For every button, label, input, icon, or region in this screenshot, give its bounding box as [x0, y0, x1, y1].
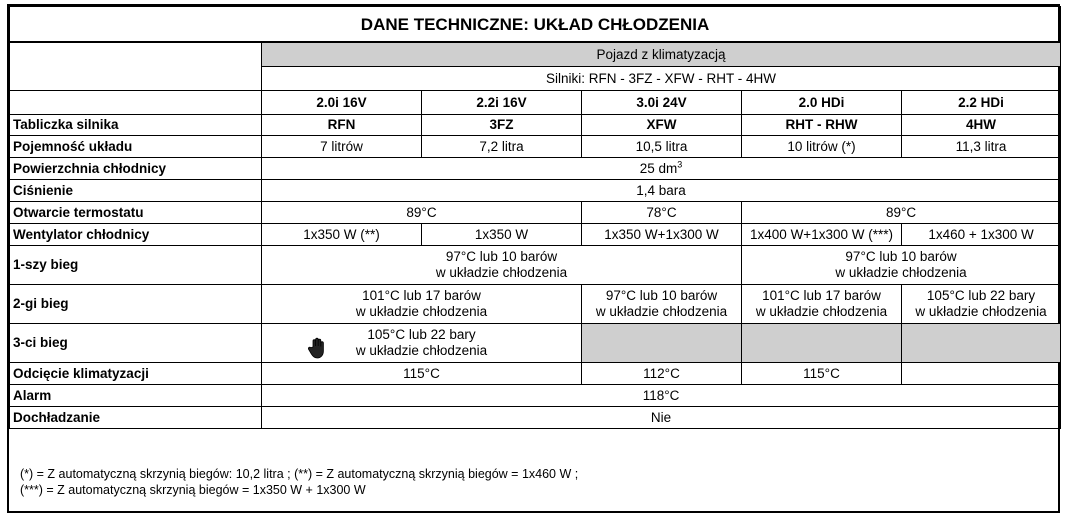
- table-cell: 89°C: [262, 201, 582, 223]
- technical-sheet: [7, 4, 1060, 513]
- table-cell: [262, 157, 1061, 179]
- row-label: Alarm: [10, 384, 262, 406]
- cell-line: 101°C lub 17 barów: [762, 287, 881, 303]
- header-blank: [10, 42, 262, 90]
- table-cell: 1x350 W: [422, 223, 582, 245]
- table-cell: 10 litrów (*): [742, 135, 902, 157]
- row-label: Powierzchnia chłodnicy: [10, 157, 262, 179]
- table-cell: 3FZ: [422, 114, 582, 135]
- table-cell-empty: [742, 323, 902, 362]
- footnotes: [20, 466, 578, 498]
- column-header: 2.2 HDi: [902, 90, 1061, 114]
- footnote-line: (*) = Z automatyczną skrzynią biegów: 10,2 litra ; (**) = Z automatyczną skrzynią biegów = 1x460 W ;: [20, 467, 579, 481]
- table-cell: 1x350 W+1x300 W: [582, 223, 742, 245]
- table-cell: 7 litrów: [262, 135, 422, 157]
- cell-line: 101°C lub 17 barów: [362, 287, 481, 303]
- vehicle-header: Pojazd z klimatyzacją: [262, 42, 1061, 66]
- column-header: 2.2i 16V: [422, 90, 582, 114]
- table-cell: 7,2 litra: [422, 135, 582, 157]
- cell-line: w układzie chłodzenia: [835, 264, 967, 280]
- table-cell: 1x350 W (**): [262, 223, 422, 245]
- table-cell-empty: [582, 323, 742, 362]
- column-header: 2.0 HDi: [742, 90, 902, 114]
- row-label: Pojemność układu: [10, 135, 262, 157]
- row-label: Tabliczka silnika: [10, 114, 262, 135]
- cell-line: 105°C lub 22 bary: [367, 326, 476, 342]
- row-label: Ciśnienie: [10, 179, 262, 201]
- page-title: DANE TECHNICZNE: UKŁAD CHŁODZENIA: [10, 7, 1061, 43]
- table-cell: [262, 245, 742, 284]
- engines-header: Silniki: RFN - 3FZ - XFW - RHT - 4HW: [262, 66, 1061, 90]
- table-cell: 78°C: [582, 201, 742, 223]
- cell-line: w układzie chłodzenia: [355, 342, 488, 358]
- cell-line: w układzie chłodzenia: [755, 303, 888, 319]
- cell-line: w układzie chłodzenia: [595, 303, 728, 319]
- cell-line: 97°C lub 10 barów: [845, 248, 957, 264]
- hand-icon: [308, 337, 328, 359]
- cell-line: 105°C lub 22 bary: [926, 287, 1036, 303]
- row-label: 3-ci bieg: [10, 323, 262, 362]
- column-blank: [10, 90, 262, 114]
- unit-exponent: 3: [677, 159, 683, 169]
- cell-line: 97°C lub 10 barów: [605, 287, 718, 303]
- table-cell: 11,3 litra: [902, 135, 1061, 157]
- row-label: Dochładzanie: [10, 406, 262, 428]
- table-cell: [902, 284, 1061, 323]
- table-cell: [742, 245, 1061, 284]
- table-cell: Nie: [262, 406, 1061, 428]
- row-label: 1-szy bieg: [10, 245, 262, 284]
- table-cell: 4HW: [902, 114, 1061, 135]
- row-label: Odcięcie klimatyzacji: [10, 362, 262, 384]
- cell-line: 97°C lub 10 barów: [445, 248, 558, 264]
- cooling-spec-table: [9, 6, 1061, 429]
- table-cell: 115°C: [742, 362, 902, 384]
- footnote-line: (***) = Z automatyczną skrzynią biegów = 1x350 W + 1x300 W: [20, 483, 366, 497]
- cell-line: w układzie chłodzenia: [355, 303, 488, 319]
- column-header: 3.0i 24V: [582, 90, 742, 114]
- column-header: 2.0i 16V: [262, 90, 422, 114]
- table-cell: 112°C: [582, 362, 742, 384]
- cell-text: 25 dm: [639, 160, 678, 176]
- table-cell: RHT - RHW: [742, 114, 902, 135]
- cell-line: w układzie chłodzenia: [435, 264, 568, 280]
- table-cell: XFW: [582, 114, 742, 135]
- table-cell: RFN: [262, 114, 422, 135]
- table-cell: 10,5 litra: [582, 135, 742, 157]
- cell-block: [356, 327, 487, 359]
- table-cell: [582, 284, 742, 323]
- table-cell: [742, 284, 902, 323]
- row-label: 2-gi bieg: [10, 284, 262, 323]
- table-cell: 1x460 + 1x300 W: [902, 223, 1061, 245]
- table-cell: [262, 284, 582, 323]
- cell-line: w układzie chłodzenia: [915, 303, 1047, 319]
- row-label: Wentylator chłodnicy: [10, 223, 262, 245]
- table-cell: 1x400 W+1x300 W (***): [742, 223, 902, 245]
- table-cell: [262, 323, 582, 362]
- table-cell: 1,4 bara: [262, 179, 1061, 201]
- table-cell: 115°C: [262, 362, 582, 384]
- table-cell-empty: [902, 323, 1061, 362]
- table-cell: 118°C: [262, 384, 1061, 406]
- table-cell: [902, 362, 1061, 384]
- row-label: Otwarcie termostatu: [10, 201, 262, 223]
- table-cell: 89°C: [742, 201, 1061, 223]
